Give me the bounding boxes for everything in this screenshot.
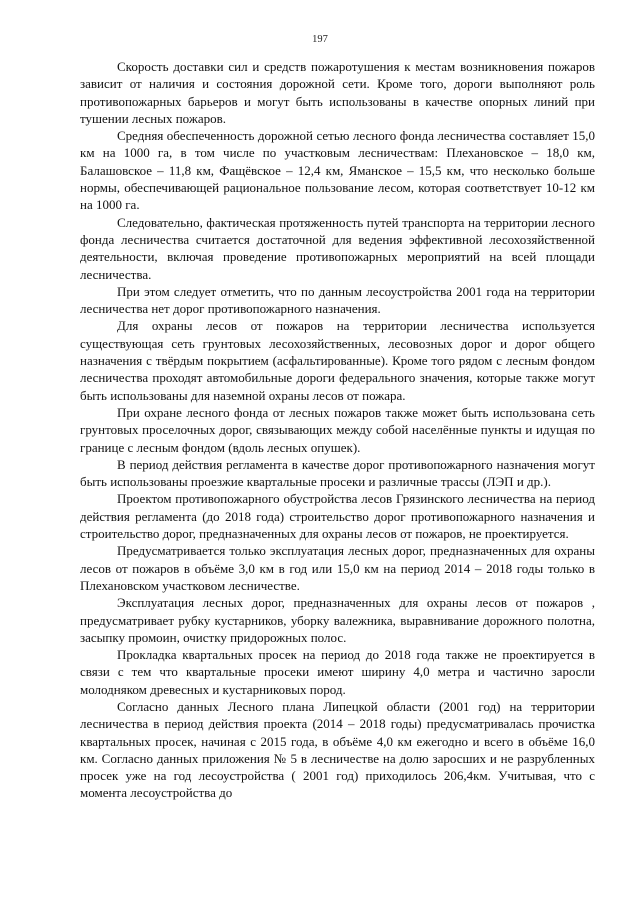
paragraph-9: Предусматривается только эксплуатация лесных дорог, предназначенных для охраны лесов от пожаров в объёме 3,0 км в год или 15,0 км на период 2014 – 2018 годы только в Плехановском участковом лесничестве.: [80, 543, 595, 593]
paragraph-4: При этом следует отметить, что по данным лесоустройства 2001 года на территории лесничества нет дорог противопожарного назначения.: [80, 283, 595, 317]
paragraph-12: Согласно данных Лесного плана Липецкой области (2001 год) на территории лесничества в период действия проекта (2014 – 2018 годы) предусматривалась прочистка квартальных просек, начиная с 2015 года, в объёме 4,0 км ежегодно и всего в объёме 16,0 км. Согласно данных приложения № 5 в лесничестве на долю заросших и не разрубленных просек уже на год лесоустройства ( 2001 год) приходилось 206,4км. Учитывая, что с момента лесоустройства до: [80, 698, 595, 801]
paragraph-8: Проектом противопожарного обустройства лесов Грязинского лесничества на период действия регламента (до 2018 года) строительство дорог противопожарного назначения и строительство дорог, предназначенных для охраны лесов от пожаров, не проектируется.: [80, 491, 595, 542]
paragraph-11: Прокладка квартальных просек на период до 2018 года также не проектируется в связи с тем что квартальные просеки имеют ширину 4,0 метра и частично заросли молодняком древесных и кустарниковых пород.: [80, 647, 595, 697]
page-number: 197: [312, 34, 328, 45]
paragraph-6: При охране лесного фонда от лесных пожаров также может быть использована сеть грунтовых проселочных дорог, связывающих между собой населённые пункты и идущая по границе с лесным фондом (вдоль лесных опушек).: [80, 404, 595, 455]
paragraph-2: Средняя обеспеченность дорожной сетью лесного фонда лесничества составляет 15,0 км на 1000 га, в том числе по участковым лесничествам: Плехановское – 18,0 км, Балашовское – 11,8 км, Фащёвское – 12,4 км, Яманское – 15,5 км, что несколько больше нормы, обеспечивающей рациональное пользование лесом, которая соответствует 10-12 км на 1000 га.: [80, 128, 595, 213]
paragraph-1: Скорость доставки сил и средств пожаротушения к местам возникновения пожаров зависит от наличия и состояния дорожной сети. Кроме того, дороги выполняют роль противопожарных барьеров и могут быть использованы в качестве опорных линий при тушении лесных пожаров.: [80, 59, 595, 126]
paragraph-5: Для охраны лесов от пожаров на территории лесничества используется существующая сеть грунтовых лесохозяйственных, лесовозных дорог и дорог общего назначения с твёрдым покрытием (асфальтированные). Кроме того рядом с лесным фондом лесничества проходят автомобильные дороги федерального значения, которые также могут быть использованы для наземной охраны лесов от пожара.: [80, 318, 595, 403]
paragraph-3: Следовательно, фактическая протяженность путей транспорта на территории лесного фонда лесничества считается достаточной для ведения эффективной лесохозяйственной деятельности, включая проведение противопожарных мероприятий на всей площади лесничества.: [80, 214, 595, 282]
body-text: [80, 58, 595, 802]
paragraph-10: Эксплуатация лесных дорог, предназначенных для охраны лесов от пожаров , предусматривает рубку кустарников, уборку валежника, выравнивание дорожного полотна, засыпку промоин, очистку придорожных полос.: [80, 595, 595, 645]
paragraph-7: В период действия регламента в качестве дорог противопожарного назначения могут быть использованы проезжие квартальные просеки и различные трассы (ЛЭП и др.).: [80, 456, 595, 490]
